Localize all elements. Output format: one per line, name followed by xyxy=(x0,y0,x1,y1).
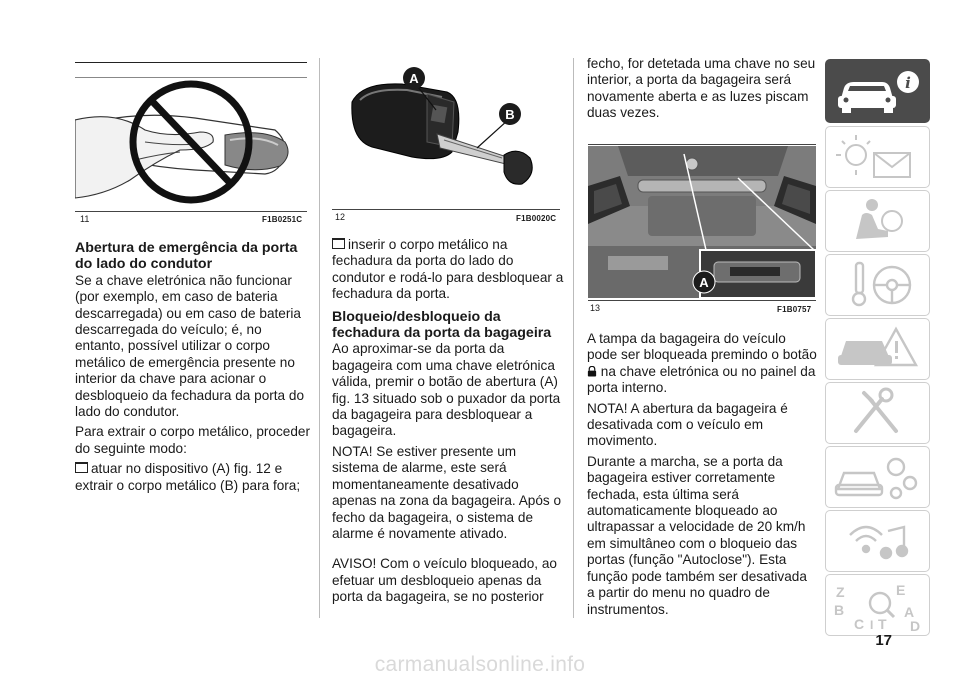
figure-13-code: F1B0757 xyxy=(777,305,812,314)
page-number: 17 xyxy=(875,632,892,649)
tab-tools[interactable] xyxy=(825,382,930,444)
figure-13-label-a: A xyxy=(699,275,709,290)
figure-12-number: 12 xyxy=(335,212,346,222)
figure-13-number: 13 xyxy=(590,303,601,313)
col3-paragraph-2: NOTA! A abertura da bagageira é desativada com o veículo em movimento. xyxy=(587,400,788,449)
col3-paragraph-top: fecho, for detetada uma chave no seu interior, a porta da bagageira será novamente aberta e as luzes piscam duas vezes. xyxy=(587,56,816,121)
svg-text:B: B xyxy=(834,602,845,618)
figure-11-code: F1B0251C xyxy=(262,215,303,224)
col3-text xyxy=(587,331,817,622)
bullet-icon xyxy=(332,238,345,249)
svg-text:Z: Z xyxy=(836,584,845,600)
car-info-icon xyxy=(826,60,929,122)
tab-multimedia[interactable] xyxy=(825,510,930,572)
figure-12-code: F1B0020C xyxy=(516,214,557,223)
col2-paragraph-3: AVISO! Com o veículo bloqueado, ao efetuar um desbloqueio apenas da porta da bagageira, se no posterior xyxy=(332,556,557,605)
col1-bullet-1: atuar no dispositivo (A) fig. 12 e extrair o corpo metálico (B) para fora; xyxy=(75,461,301,493)
figure-12-label-a: A xyxy=(409,71,419,86)
warning-lights-icon xyxy=(826,127,929,187)
svg-text:A: A xyxy=(904,604,915,620)
col3-top-text xyxy=(587,56,817,126)
tab-car-warning[interactable] xyxy=(825,318,930,380)
tab-airbag-seat[interactable] xyxy=(825,190,930,252)
tab-alphabet-index[interactable] xyxy=(825,574,930,636)
lock-icon xyxy=(587,366,597,377)
tab-car-gears[interactable] xyxy=(825,446,930,508)
col2-paragraph-2: NOTA! Se estiver presente um sistema de alarme, este será momentaneamente desativado apenas na zona da bagageira. Após o fecho da bagageira, o sistema de alarme é novamente ativado. xyxy=(332,443,562,541)
col1-paragraph-2: Para extrair o corpo metálico, proceder do seguinte modo: xyxy=(75,424,310,456)
figure-12-image xyxy=(332,62,560,207)
svg-text:C: C xyxy=(854,616,865,632)
heading-tailgate-lock: Bloqueio/desbloqueio da fechadura da porta da bagageira xyxy=(332,308,552,342)
tools-icon xyxy=(826,383,929,443)
column-divider-1 xyxy=(319,58,320,618)
figure-11-rule xyxy=(75,211,307,212)
figure-11-image xyxy=(75,80,307,208)
col1-paragraph-1: Se a chave eletrónica não funcionar (por exemplo, em caso de bateria descarregada) ou em caso de bateria descarregada do veículo; é, no entanto, possível utilizar o corpo metálico de emergência presente no interior da chave para acionar o desbloqueio da fechadura da porta do lado do condutor. xyxy=(75,272,305,420)
figure-13-image xyxy=(588,146,816,298)
svg-text:i: i xyxy=(905,74,911,92)
col2-text xyxy=(332,237,564,610)
heading-emergency-door-opening: Abertura de emergência da porta do lado do condutor xyxy=(75,240,298,273)
col1-top-rule-2 xyxy=(75,77,307,78)
tab-car-info[interactable] xyxy=(825,59,930,123)
car-warning-icon xyxy=(826,319,929,379)
car-gears-icon xyxy=(826,447,929,507)
figure-13-rule xyxy=(588,300,816,301)
figure-13-top-rule xyxy=(588,144,816,145)
col3-paragraph-3: Durante a marcha, se a porta da bagageira estiver corretamente fechada, esta última será automaticamente bloqueado ao ultrapassar a velocidade de 20 km/h em simultâneo com o bloqueio das portas (função "Autoclose"). Esta função pode também ser desativada a partir do menu no quadro de instrumentos. xyxy=(587,453,807,617)
col1-top-rule xyxy=(75,62,307,63)
svg-text:T: T xyxy=(878,616,887,632)
tab-steering-ignition[interactable] xyxy=(825,254,930,316)
col2-paragraph-1: Ao aproximar-se da porta da bagageira com uma chave eletrónica válida, premir o botão de abertura (A) fig. 13 situado sob o puxador da porta da bagageira para desbloquear a bagageira. xyxy=(332,341,561,439)
steering-ignition-icon xyxy=(826,255,929,315)
svg-text:E: E xyxy=(896,582,906,598)
column-divider-2 xyxy=(573,58,574,618)
figure-12-label-b: B xyxy=(505,107,515,122)
figure-12-rule xyxy=(332,209,560,210)
multimedia-icon xyxy=(826,511,929,571)
bullet-icon xyxy=(75,462,88,473)
col2-bullet-2: inserir o corpo metálico na fechadura da porta do lado do condutor e rodá-lo para desbloquear a fechadura da porta. xyxy=(332,237,564,302)
alphabet-index-icon xyxy=(826,575,929,635)
figure-11-number: 11 xyxy=(80,214,90,224)
svg-text:I: I xyxy=(870,618,874,632)
tab-warning-lights[interactable] xyxy=(825,126,930,188)
col1-text xyxy=(75,240,311,498)
airbag-seat-icon xyxy=(826,191,929,251)
watermark: carmanualsonline.info xyxy=(374,653,586,676)
col3-paragraph-1: A tampa da bagageira do veículo pode ser bloqueada premindo o botão na chave eletrónica ou no painel da porta interno. xyxy=(587,331,817,396)
svg-text:D: D xyxy=(910,618,921,634)
